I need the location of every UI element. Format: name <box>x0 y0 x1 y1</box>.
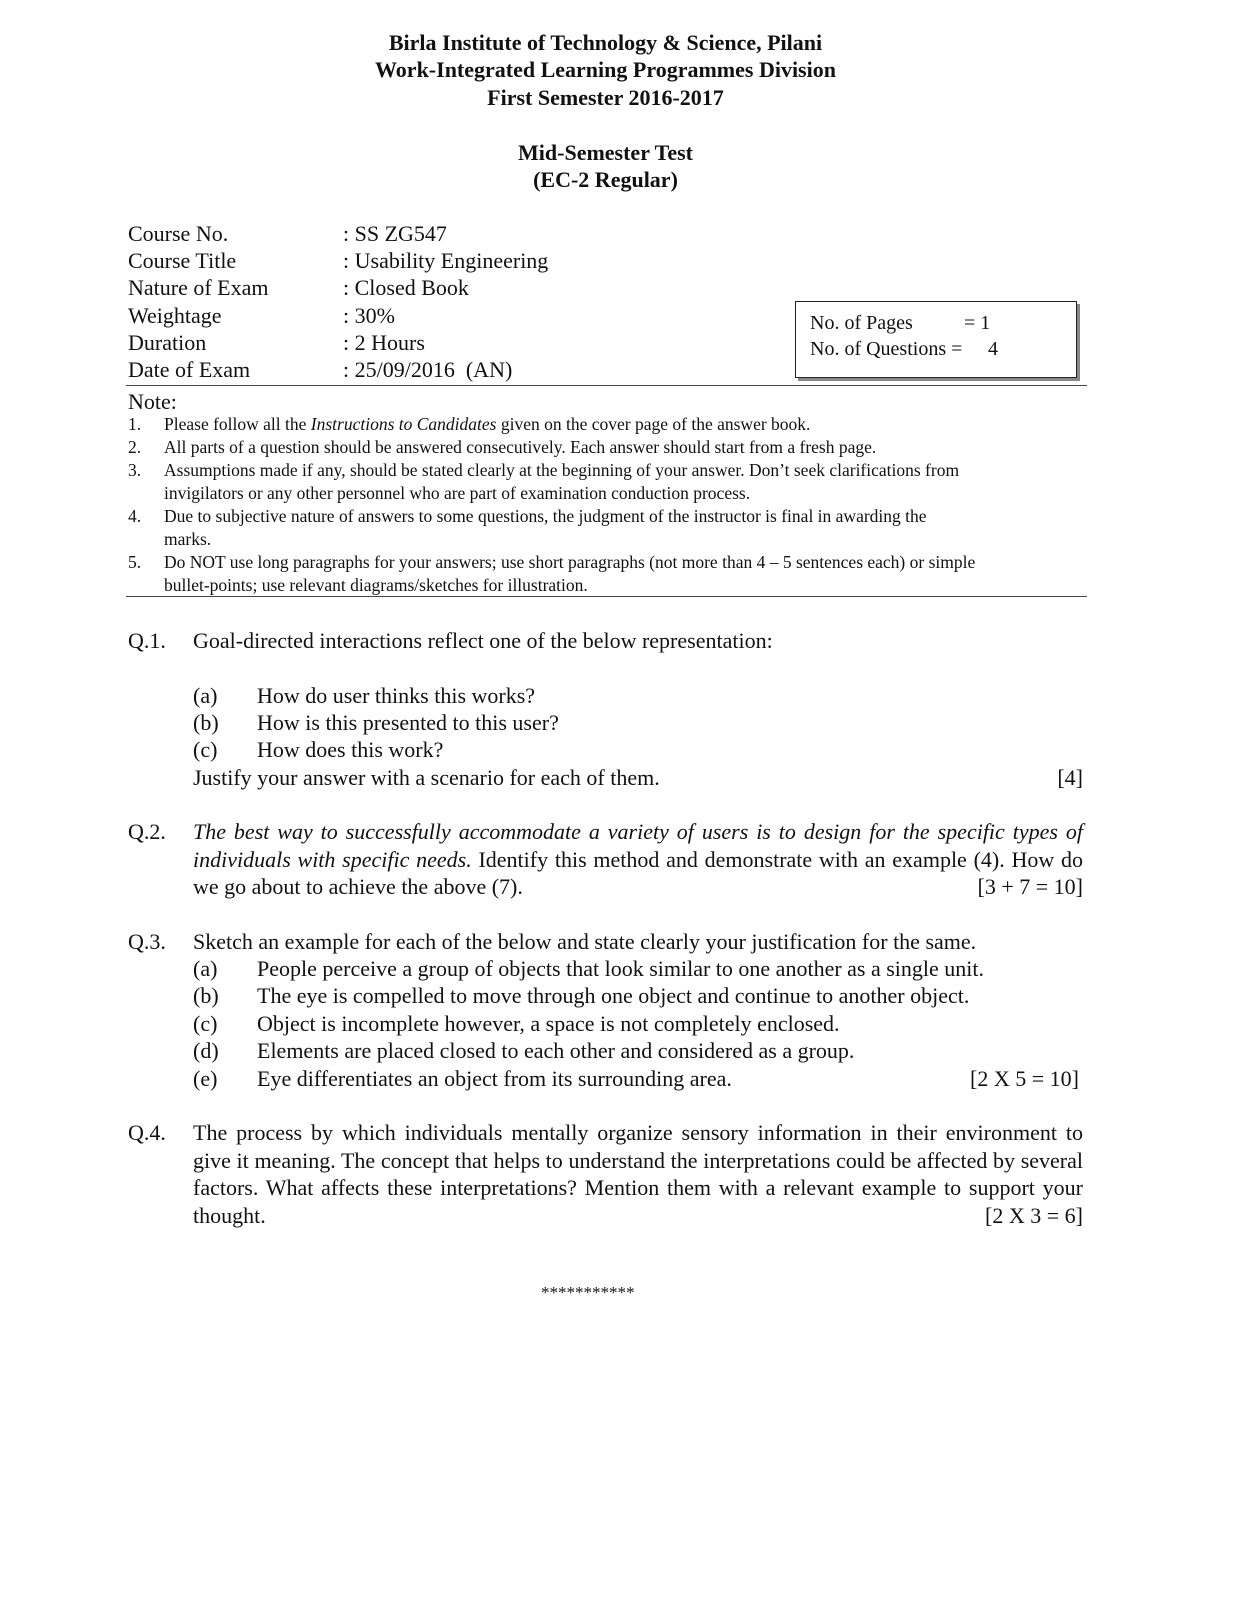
note-item: Do NOT use long paragraphs for your answers; use short paragraphs (not more than 4 – 5 sentences each) or simple <box>164 552 976 572</box>
option-text: How do user thinks this works? <box>257 683 536 708</box>
option-text: Elements are placed closed to each other and considered as a group. <box>257 1038 855 1063</box>
info-label: Course Title <box>128 248 237 273</box>
note-number: 3. <box>128 460 142 480</box>
note-number: 4. <box>128 506 142 526</box>
note-item: Assumptions made if any, should be stated clearly at the beginning of your answer. Don’t seek clarifications from <box>164 460 960 480</box>
note-item: All parts of a question should be answered consecutively. Each answer should start from a fresh page. <box>164 437 877 457</box>
question-number: Q.4. <box>128 1120 166 1145</box>
institute-name: Birla Institute of Technology & Science, Pilani <box>388 30 823 55</box>
info-value: : 30% <box>343 303 395 328</box>
info-label: Weightage <box>128 303 222 328</box>
end-marker: *********** <box>541 1283 635 1302</box>
question-marks: [2 X 5 = 10] <box>970 1066 1079 1091</box>
option-key: (b) <box>193 710 219 735</box>
note-title: Note: <box>128 389 177 414</box>
option-text: How is this presented to this user? <box>257 710 559 735</box>
questions-label: No. of Questions = <box>810 338 963 360</box>
note-item: marks. <box>164 529 212 549</box>
option-key: (b) <box>193 983 219 1008</box>
question-marks: [4] <box>1057 765 1083 790</box>
note-item: invigilators or any other personnel who are part of examination conduction process. <box>164 483 751 503</box>
info-value: : Closed Book <box>343 275 469 300</box>
info-label: Duration <box>128 330 207 355</box>
semester: First Semester 2016-2017 <box>487 85 724 110</box>
option-key: (e) <box>193 1066 218 1091</box>
question-number: Q.1. <box>128 628 166 653</box>
option-text: The eye is compelled to move through one object and continue to another object. <box>257 983 970 1008</box>
option-key: (a) <box>193 683 218 708</box>
note-number: 1. <box>128 414 142 434</box>
option-key: (d) <box>193 1038 219 1063</box>
question-text: The process by which individuals mentally organize sensory information in their environment to give it meaning. The concept that helps to understand the interpretations could be affected by several factors. What affects these interpretations? Mention them with a relevant example to support your thought. [2 X 3 = 6] <box>193 1120 1083 1228</box>
pages-label: No. of Pages <box>810 312 913 334</box>
info-label: Nature of Exam <box>128 275 269 300</box>
test-title: Mid-Semester Test <box>518 140 693 165</box>
divider <box>126 385 1087 386</box>
note-item: Due to subjective nature of answers to some questions, the judgment of the instructor is final in awarding the <box>164 506 927 526</box>
question-number: Q.2. <box>128 819 166 844</box>
note-item: bullet-points; use relevant diagrams/sketches for illustration. <box>164 575 588 595</box>
info-value: : 25/09/2016 (AN) <box>343 357 513 382</box>
option-key: (a) <box>193 956 218 981</box>
question-text: Goal-directed interactions reflect one of the below representation: <box>193 628 773 653</box>
info-label: Date of Exam <box>128 357 251 382</box>
question-text: Sketch an example for each of the below and state clearly your justification for the same. <box>193 929 977 954</box>
question-marks: [3 + 7 = 10] <box>977 874 1083 899</box>
info-value: : SS ZG547 <box>343 221 447 246</box>
note-number: 5. <box>128 552 142 572</box>
question-number: Q.3. <box>128 929 166 954</box>
note-number: 2. <box>128 437 142 457</box>
divider <box>126 596 1087 597</box>
option-text: Object is incomplete however, a space is not completely enclosed. <box>257 1011 840 1036</box>
option-text: Eye differentiates an object from its surrounding area. <box>257 1066 732 1091</box>
pages-value: = 1 <box>964 312 991 334</box>
questions-value: 4 <box>988 338 998 360</box>
test-component: (EC-2 Regular) <box>533 167 678 192</box>
question-text: The best way to successfully accommodate a variety of users is to design for the specific types of individuals with specific needs. Identify this method and demonstrate with an example (4). How do we go about to achieve the above (7). [3 + 7 = 10] <box>193 819 1083 899</box>
option-text: How does this work? <box>257 737 444 762</box>
note-item: Please follow all the Instructions to Candidates given on the cover page of the answer book. <box>164 414 811 434</box>
division-name: Work-Integrated Learning Programmes Division <box>375 57 836 82</box>
question-marks: [2 X 3 = 6] <box>985 1202 1083 1228</box>
question-text: Justify your answer with a scenario for each of them. <box>193 765 660 790</box>
info-value: : 2 Hours <box>343 330 425 355</box>
info-value: : Usability Engineering <box>343 248 549 273</box>
option-key: (c) <box>193 737 218 762</box>
option-text: People perceive a group of objects that look similar to one another as a single unit. <box>257 956 985 981</box>
pages-questions-box <box>795 301 1077 378</box>
info-label: Course No. <box>128 221 229 246</box>
option-key: (c) <box>193 1011 218 1036</box>
